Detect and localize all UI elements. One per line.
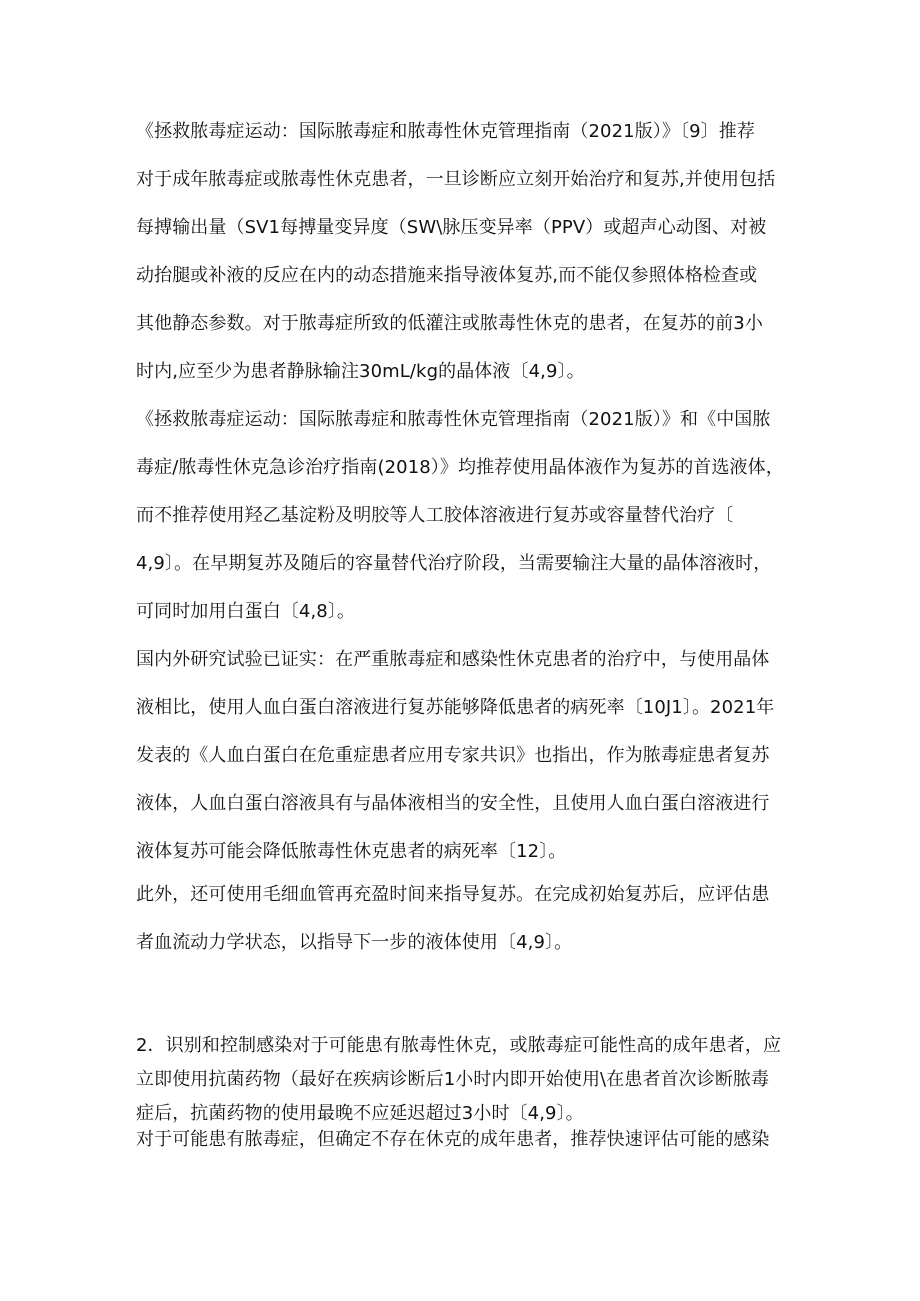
paragraph-capillary-refill bbox=[136, 883, 806, 979]
text-line: 4,9〕。在早期复苏及随后的容量替代治疗阶段，当需要输注大量的晶体溶液时， bbox=[136, 553, 772, 574]
text-line: 对于可能患有脓毒症，但确定不存在休克的成年患者，推荐快速评估可能的感染 bbox=[136, 1129, 770, 1150]
text-line: 发表的《人血白蛋白在危重症患者应用专家共识》也指出，作为脓毒症患者复苏 bbox=[136, 745, 770, 766]
text-line: 液体，人血白蛋白溶液具有与晶体液相当的安全性，且使用人血白蛋白溶液进行 bbox=[136, 793, 770, 814]
text-line: 毒症/脓毒性休克急诊治疗指南(2018）》均推荐使用晶体液作为复苏的首选液体， bbox=[136, 457, 784, 478]
text-line: 液相比，使用人血白蛋白溶液进行复苏能够降低患者的病死率〔10J1〕。2021年 bbox=[136, 697, 775, 718]
text-line: 每搏输出量（SV1每搏量变异度（SW\脉压变异率（PPV）或超声心动图、对被 bbox=[136, 217, 767, 238]
paragraph-albumin-evidence bbox=[136, 648, 806, 888]
paragraph-crystalloid-first bbox=[136, 408, 806, 648]
text-line: 国内外研究试验已证实：在严重脓毒症和感染性休克患者的治疗中，与使用晶体 bbox=[136, 649, 770, 670]
text-line: 对于成年脓毒症或脓毒性休克患者，一旦诊断应立刻开始治疗和复苏,并使用包括 bbox=[136, 169, 776, 190]
paragraph-infection-control bbox=[136, 1034, 806, 1136]
text-line: 《拯救脓毒症运动：国际脓毒症和脓毒性休克管理指南（2021版）》和《中国脓 bbox=[136, 409, 771, 430]
text-line: 液体复苏可能会降低脓毒性休克患者的病死率〔12〕。 bbox=[136, 841, 567, 862]
text-line: 可同时加用白蛋白〔4,8〕。 bbox=[136, 601, 356, 622]
paragraph-sepsis-no-shock bbox=[136, 1128, 806, 1162]
text-line: 症后，抗菌药物的使用最晚不应延迟超过3小时〔4,9〕。 bbox=[136, 1103, 584, 1124]
paragraph-guideline-recommendation bbox=[136, 120, 806, 408]
text-line: 此外，还可使用毛细血管再充盈时间来指导复苏。在完成初始复苏后，应评估患 bbox=[136, 884, 770, 905]
text-line: 时内,应至少为患者静脉输注30mL/kg的晶体液〔4,9〕。 bbox=[136, 361, 585, 382]
text-line: 其他静态参数。对于脓毒症所致的低灌注或脓毒性休克的患者，在复苏的前3小 bbox=[136, 313, 763, 334]
text-line: 而不推荐使用羟乙基淀粉及明胶等人工胶体溶液进行复苏或容量替代治疗〔 bbox=[136, 505, 734, 526]
text-line: 立即使用抗菌药物（最好在疾病诊断后1小时内即开始使用\在患者首次诊断脓毒 bbox=[136, 1069, 770, 1090]
text-line: 2．识别和控制感染对于可能患有脓毒性休克，或脓毒症可能性高的成年患者，应 bbox=[136, 1035, 782, 1056]
text-line: 动抬腿或补液的反应在内的动态措施来指导液体复苏,而不能仅参照体格检查或 bbox=[136, 265, 758, 286]
text-line: 者血流动力学状态，以指导下一步的液体使用〔4,9〕。 bbox=[136, 932, 573, 953]
text-line: 《拯救脓毒症运动：国际脓毒症和脓毒性休克管理指南（2021版）》〔9〕推荐 bbox=[136, 121, 755, 142]
